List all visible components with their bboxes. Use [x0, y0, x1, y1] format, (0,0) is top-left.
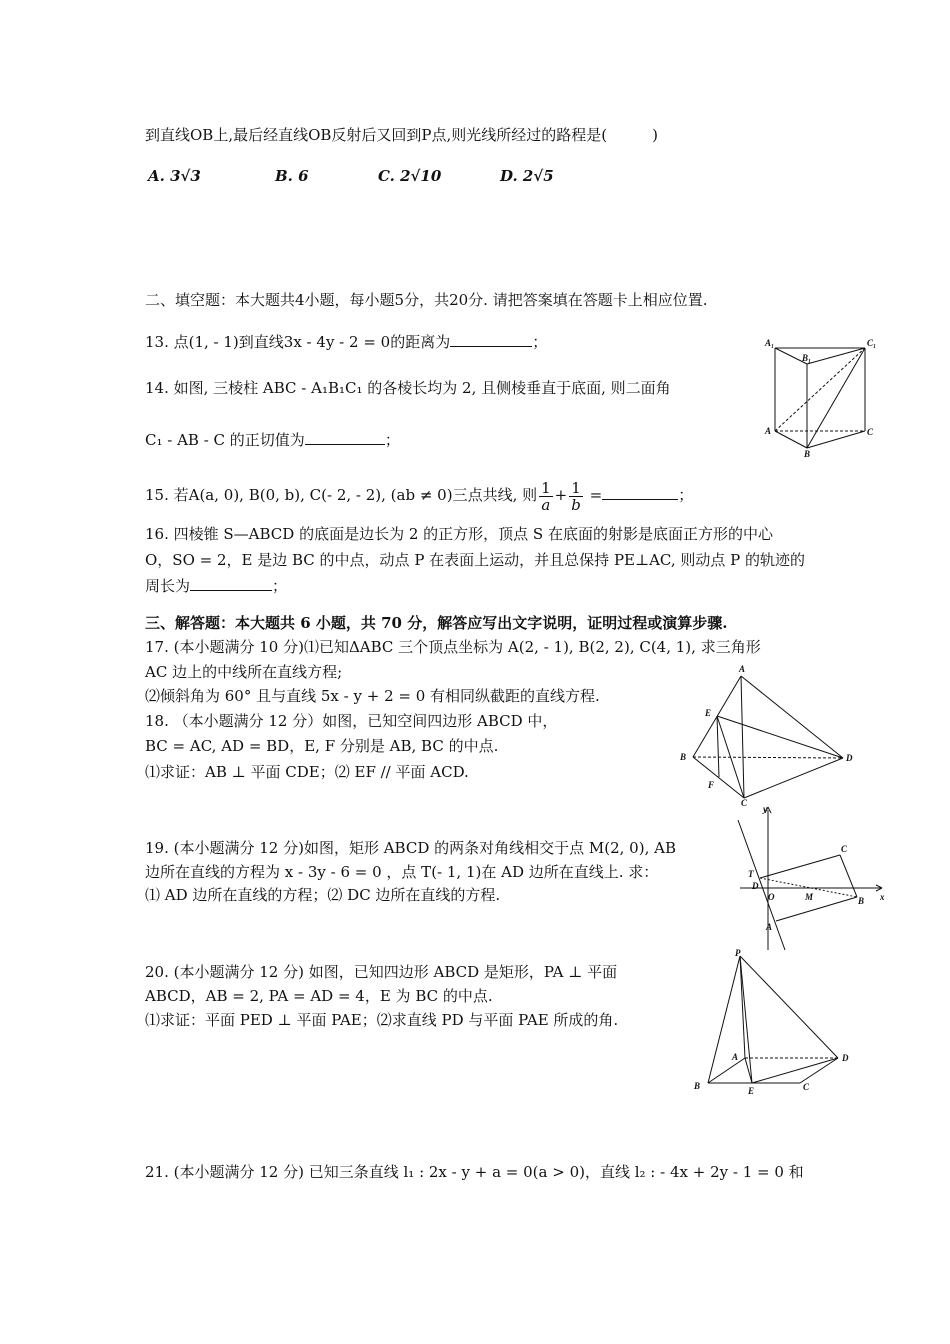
- q15-text: 15. 若A(a, 0), B(0, b), C(- 2, - 2), (ab ≠ 0)三点共线, 则: [145, 486, 538, 504]
- label-C: C: [741, 798, 748, 807]
- label-A: A: [765, 426, 772, 436]
- q15-plus: +: [554, 486, 568, 504]
- section-2-heading: 二、填空题：本大题共4小题，每小题5分，共20分. 请把答案填在答题卡上相应位置.: [145, 291, 708, 309]
- label-A: A: [732, 1052, 739, 1062]
- q18-line3: ⑴求证：AB ⊥ 平面 CDE；⑵ EF // 平面 ACD.: [145, 763, 469, 781]
- pyramid-figure: [690, 948, 865, 1098]
- label-E: E: [705, 708, 712, 718]
- label-C: C: [867, 427, 874, 437]
- q19-line1: 19. (本小题满分 12 分)如图，矩形 ABCD 的两条对角线相交于点 M(2, 0), AB: [145, 839, 676, 857]
- label-D: D: [846, 753, 853, 763]
- q21-line1: 21. (本小题满分 12 分) 已知三条直线 l₁ : 2x - y + a = 0(a > 0)，直线 l₂ : - 4x + 2y - 1 = 0 和: [145, 1163, 804, 1181]
- q12-option-b: B. 6: [275, 167, 309, 185]
- label-T: T: [748, 869, 754, 879]
- q12-option-d: D. 2√5: [500, 167, 554, 185]
- q15-fraction-2: $\frac{1}{b}$: [571, 478, 581, 514]
- q12-option-a: A. 3√3: [148, 167, 201, 185]
- coordinate-figure: [730, 800, 890, 952]
- q19-line2: 边所在直线的方程为 x - 3y - 6 = 0 ，点 T(- 1, 1)在 AD 边所在直线上. 求：: [145, 863, 659, 881]
- label-A: A: [766, 922, 773, 932]
- q17-line2: AC 边上的中线所在直线方程;: [145, 663, 343, 681]
- q15-answer-blank[interactable]: [602, 499, 678, 500]
- q12-option-c: C. 2√10: [378, 167, 442, 185]
- label-B: B: [804, 449, 811, 458]
- label-B1: B₁: [802, 353, 812, 363]
- prism-figure: [760, 336, 885, 458]
- q16-text: 周长为: [145, 577, 191, 595]
- label-E: E: [748, 1086, 755, 1096]
- label-D: D: [752, 881, 759, 891]
- label-A: A: [739, 664, 746, 674]
- label-C: C: [841, 844, 848, 854]
- q15-end: ；: [678, 486, 694, 504]
- q20-line2: ABCD，AB = 2, PA = AD = 4，E 为 BC 的中点.: [145, 987, 493, 1005]
- q17-line3: ⑵倾斜角为 60° 且与直线 5x - y + 2 = 0 有相同纵截距的直线方程.: [145, 687, 600, 705]
- label-P: P: [735, 948, 741, 958]
- label-x: x: [880, 892, 885, 902]
- q13-answer-blank[interactable]: [450, 346, 532, 347]
- q16-answer-blank[interactable]: [190, 590, 272, 591]
- q14-line2: [145, 430, 400, 450]
- q13-text: 13. 点(1, - 1)到直线3x - 4y - 2 = 0的距离为: [145, 333, 451, 351]
- section-3-heading: 三、解答题：本大题共 6 小题，共 70 分，解答应写出文字说明，证明过程或演算步骤.: [145, 614, 728, 632]
- label-C1: C₁: [867, 338, 877, 348]
- q16-line3: [145, 576, 287, 596]
- q16-line1: 16. 四棱锥 S—ABCD 的底面是边长为 2 的正方形，顶点 S 在底面的射影是底面正方形的中心: [145, 525, 773, 543]
- q16-line2: O，SO = 2，E 是边 BC 的中点，动点 P 在表面上运动，并且总保持 PE⊥AC, 则动点 P 的轨迹的: [145, 551, 806, 569]
- q14-answer-blank[interactable]: [305, 444, 385, 445]
- q20-line3: ⑴求证：平面 PED ⊥ 平面 PAE；⑵求直线 PD 与平面 PAE 所成的角.: [145, 1011, 619, 1029]
- q14-text: C₁ - AB - C 的正切值为: [145, 431, 305, 449]
- label-O: O: [768, 892, 775, 902]
- q13: [145, 332, 547, 352]
- q16-end: ；: [272, 577, 288, 595]
- label-y: y: [763, 804, 767, 814]
- label-M: M: [805, 892, 814, 902]
- label-B: B: [858, 896, 865, 906]
- label-B: B: [694, 1081, 701, 1091]
- label-C: C: [803, 1082, 810, 1092]
- q19-line3: ⑴ AD 边所在直线的方程；⑵ DC 边所在直线的方程.: [145, 886, 501, 904]
- q15-fraction-1: $\frac{1}{a}$: [541, 478, 551, 514]
- label-B: B: [680, 752, 687, 762]
- q12-line: 到直线OB上,最后经直线OB反射后又回到P点,则光线所经过的路程是( ): [145, 126, 658, 144]
- q18-line2: BC = AC, AD = BD，E, F 分别是 AB, BC 的中点.: [145, 737, 499, 755]
- q17-line1: 17. (本小题满分 10 分)⑴已知ΔABC 三个顶点坐标为 A(2, - 1), B(2, 2), C(4, 1), 求三角形: [145, 638, 761, 656]
- q14-line1: 14. 如图, 三棱柱 ABC - A₁B₁C₁ 的各棱长均为 2, 且侧棱垂直于底面, 则二面角: [145, 379, 671, 397]
- q20-line1: 20. (本小题满分 12 分) 如图，已知四边形 ABCD 是矩形，PA ⊥ 平面: [145, 963, 618, 981]
- label-A1: A₁: [765, 338, 775, 348]
- q14-end: ；: [384, 431, 400, 449]
- q18-line1: 18. （本小题满分 12 分）如图，已知空间四边形 ABCD 中，: [145, 712, 558, 730]
- label-D: D: [842, 1053, 849, 1063]
- q15: [145, 478, 693, 513]
- tetrahedron-figure: [678, 662, 860, 807]
- label-F: F: [708, 780, 715, 790]
- q13-end: ；: [532, 333, 548, 351]
- q15-equals: =: [589, 486, 603, 504]
